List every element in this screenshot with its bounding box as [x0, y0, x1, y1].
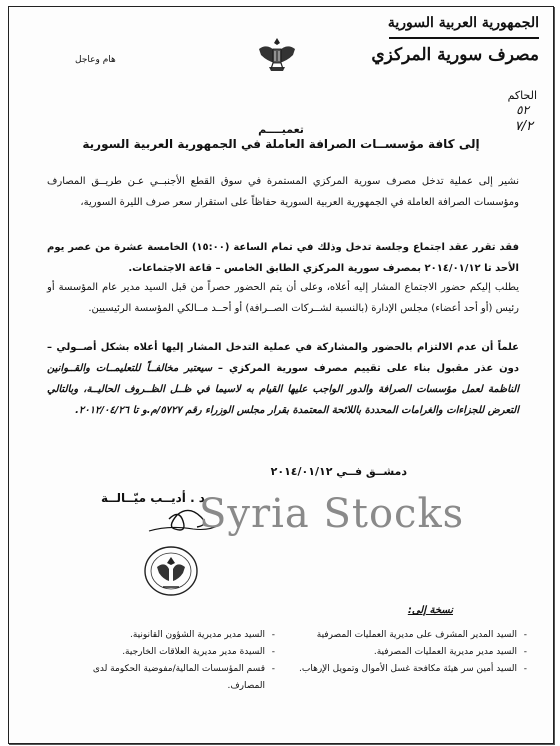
watermark: Syria Stocks: [199, 491, 465, 537]
republic-name: الجمهورية العربية السورية: [387, 15, 539, 31]
governor-office: الحاكم: [507, 89, 537, 102]
urgency-label: هام وعاجل: [75, 55, 116, 65]
list-item: - السيدة مدير مديرية العلاقات الخارجية.: [65, 644, 275, 661]
warning-part-b: – سيعتبر مخالفــاً للتعليمــات والقــوانين الناظمة لعمل مؤسسات الصرافة والدور الواجب عليها القيام به لاسيما في ظــل الظــروف الحاليــة، وبالتالي التعرض للجزاءات والغرامات المحددة باللائحة المعتمدة بقرار مجلس الوزراء رقم ٥٧٢٧/م.و تا ٢٠١٢/٠٤/٢٦.: [47, 363, 519, 416]
list-item: - قسم المؤسسات المالية/مفوضية الحكومة لدى المصارف.: [65, 661, 275, 695]
copies-list-right: [291, 627, 527, 678]
warning-part-a: علماً أن عدم الالتزام بالحضور والمشاركة في عملية التدخل المشار إليها أعلاه بشكل أصــولي – دون عذر مقبول بناء على تقييم مصرف سورية المركزي: [47, 342, 519, 374]
memo-title: تعميــــم: [258, 123, 304, 136]
list-item: - السيد أمين سر هيئة مكافحة غسل الأموال وتمويل الإرهاب.: [291, 661, 527, 678]
list-item: - السيد مدير مديرية العمليات المصرفية.: [291, 644, 527, 661]
paragraph-attendance: يطلب إليكم حضور الاجتماع المشار إليه أعلاه، وعلى أن يتم الحضور حصراً من قبل السيد مدير عام المؤسسة أو رئيس (أو أحد أعضاء) مجلس الإدارة (بالنسبة لشــركات الصــرافة) أو أحــد مــالكي المؤسسة الرئيسيين.: [47, 282, 519, 314]
letter-page: [8, 6, 554, 744]
paragraph-meeting: فقد تقرر عقد اجتماع وجلسة تدخل وذلك في تمام الساعة (١٥:٠٠) الخامسة عشرة من عصر يوم الأحد تا ٢٠١٤/٠١/١٢ بمصرف سورية المركزي الطابق الخامس – قاعة الاجتماعات.: [47, 242, 519, 274]
copies-list-left: [65, 627, 275, 695]
paragraph-warning: [47, 337, 519, 421]
place-date: دمشــق فــي ٢٠١٤/٠١/١٢: [270, 465, 407, 478]
copies-title: نسخة إلى:: [407, 605, 453, 616]
signer-name: د . أديــب ميّــالــة: [101, 491, 205, 505]
reference-number: ٥٢: [516, 103, 529, 117]
reference-sub: ٧/٢: [514, 119, 533, 134]
letterhead-rule: [389, 37, 539, 39]
paragraph-context: نشير إلى عملية تدخل مصرف سورية المركزي المستمرة في سوق القطع الأجنبــي عـن طريــق المصارف ومؤسسات الصرافة العاملة في الجمهورية العربية السورية حفاظاً على استقرار سعر صرف الليرة السورية،: [47, 176, 519, 208]
memo-addressee: إلى كافة مؤسســات الصرافة العاملة في الجمهورية العربية السورية: [82, 137, 480, 151]
list-item: - السيد المدير المشرف على مديرية العمليات المصرفية: [291, 627, 527, 644]
eagle-emblem-icon: [255, 35, 299, 79]
list-item: - السيد مدير مديرية الشؤون القانونية.: [65, 627, 275, 644]
bank-name: مصرف سورية المركزي: [371, 45, 539, 65]
